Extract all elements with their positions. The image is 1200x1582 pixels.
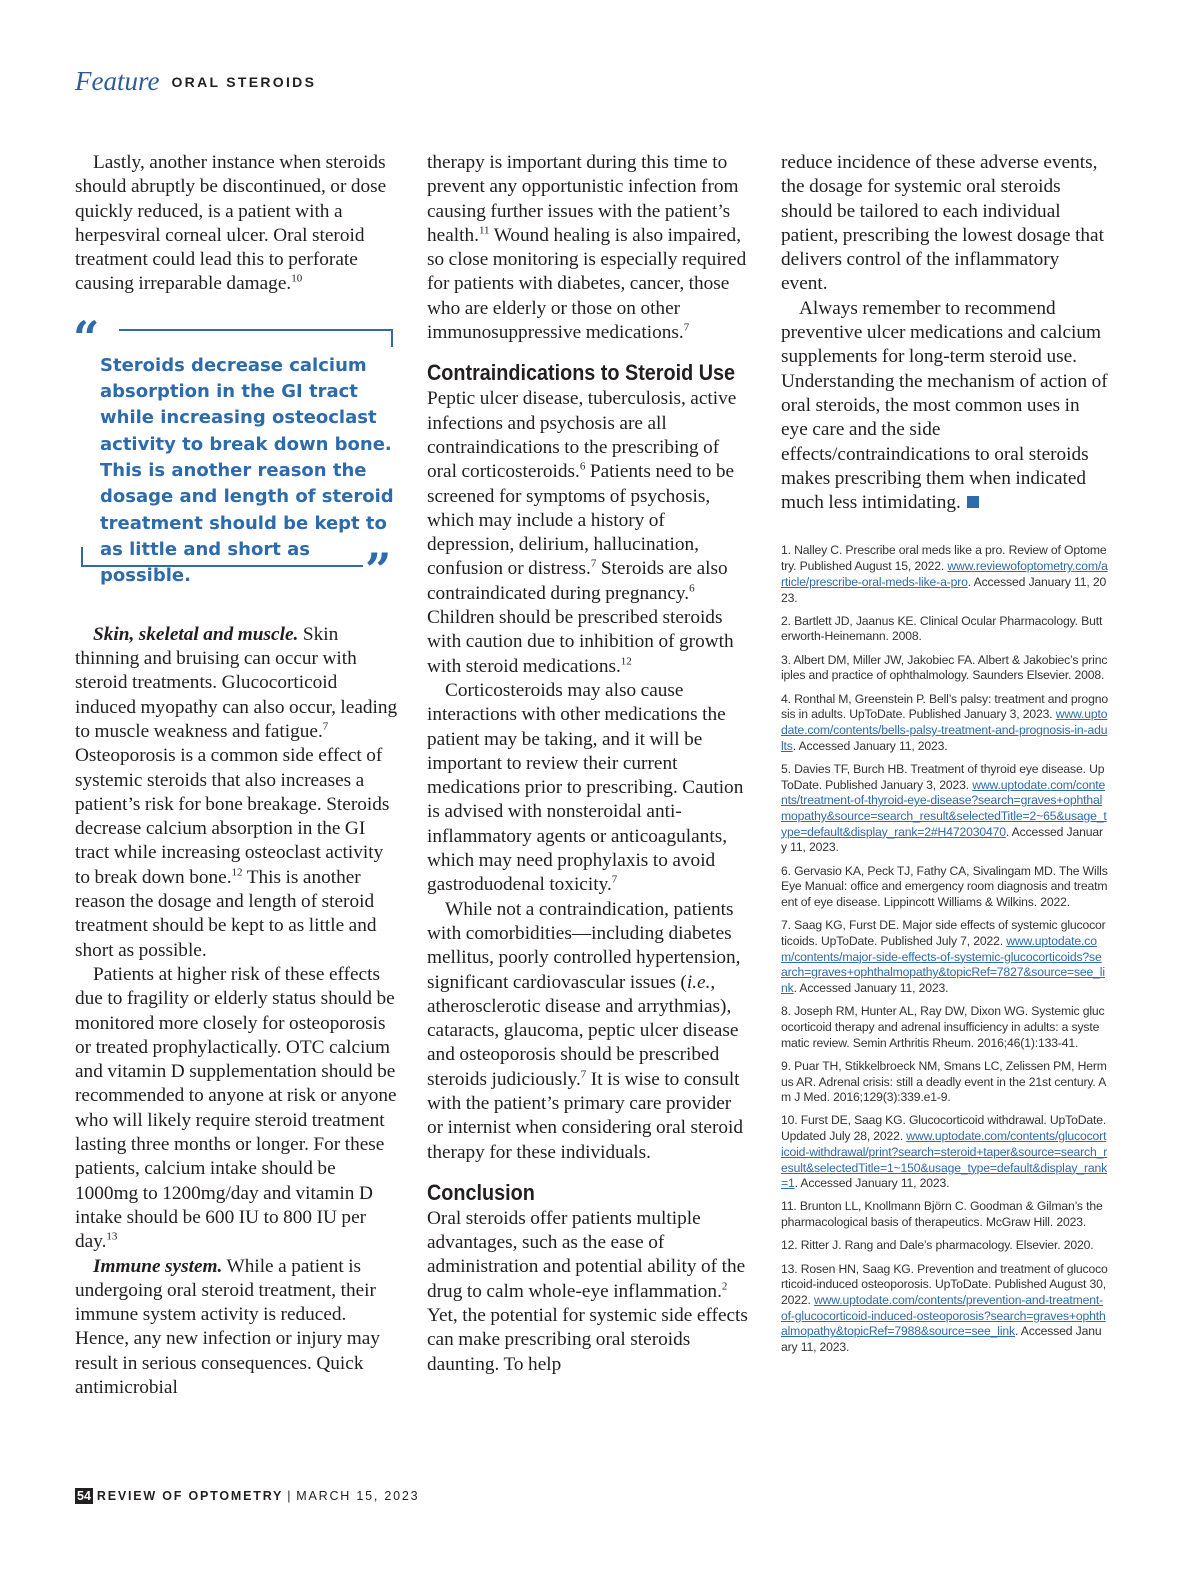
paragraph-higher-risk: Patients at higher risk of these effects due to fragility or elderly status should be monitored more closely for osteoporosis or treated prophylactically. OTC calcium and vitamin D supplementation should be recommended to anyone at risk or anyone who will likely require steroid treatment lasting three months or longer. For these patients, calcium intake should be 1000mg to 1200mg/day and vitamin D intake should be 600 IU to 800 IU per day.$^{13}$ xyxy=(75,963,397,1253)
page-number: 54 xyxy=(77,1489,91,1503)
paragraph-contraindications: Peptic ulcer disease, tuberculosis, active infections and psychosis are all contraindications to the prescribing of oral corticosteroids.$^6$ Patients need to be screened for symptoms of psychosis, which may include a history of depression, delirium, hallucination, confusion or distress.$^7$ Steroids are also contraindicated during pregnancy.$^6$ Children should be prescribed steroids with caution due to inhibition of growth with steroid medications.$^{12}$ xyxy=(427,388,737,677)
open-quote-icon: “ xyxy=(73,310,100,365)
close-quote-icon: ” xyxy=(365,542,392,597)
footer-separator: | xyxy=(287,1489,293,1503)
reference-link[interactable]: www.reviewofoptometry.com/article/prescribe-oral-meds-like-a-pro xyxy=(781,559,1108,589)
paragraph-remember: Always remember to recommend preventive ulcer medications and calcium supplements for long-term steroid use. Understanding the mechanism of action of oral steroids, the most common uses in eye care and the side effects/contraindications to oral steroids makes prescribing them when indicated much less intimidating. xyxy=(781,297,1108,514)
column-1 xyxy=(75,151,400,1400)
heading-conclusion: Conclusion xyxy=(427,1179,535,1205)
paragraph-skin: Skin, skeletal and muscle. Skin thinning and bruising can occur with steroid treatments. Glucocorticoid induced myopathy can also occur, leading to muscle weakness and fatigue.$^7$ Osteoporosis is a common side effect of systemic steroids that also increases a patient’s risk for bone breakage. Steroids decrease calcium absorption in the GI tract while increasing osteoclast activity to break down bone.$^{12}$ This is another reason the dosage and length of steroid treatment should be kept to as little and short as possible. xyxy=(75,623,398,961)
reference-item: 6. Gervasio KA, Peck TJ, Fathy CA, Sivalingam MD. The Wills Eye Manual: office and emergency room diagnosis and treatment of eye disease. Lippincott Williams & Wilkins. 2022. xyxy=(781,863,1108,910)
reference-link[interactable]: www.uptodate.com/contents/bells-palsy-treatment-and-prognosis-in-adults xyxy=(781,707,1108,753)
reference-item: 13. Rosen HN, Saag KG. Prevention and treatment of glucocorticoid-induced osteoporosis. UpToDate. Published August 30, 2022. www.uptodate.com/contents/prevention-and-treatment-of-glucocorticoid-induced-osteoporosis?search=graves+ophthalmopathy&topicRef=7988&source=see_link. Accessed January 11, 2023. xyxy=(781,1261,1108,1355)
reference-item: 11. Brunton LL, Knollmann Björn C. Goodman & Gilman’s the pharmacological basis of therapeutics. McGraw Hill. 2023. xyxy=(781,1199,1103,1230)
feature-label: Feature xyxy=(75,66,160,96)
paragraph-dosage: reduce incidence of these adverse events, the dosage for systemic oral steroids should be tailored to each individual patient, prescribing the lowest dosage that delivers control of the inflammatory event. xyxy=(781,152,1104,295)
pull-quote-top-border xyxy=(119,329,393,347)
reference-link[interactable]: www.uptodate.com/contents/glucocorticoid-withdrawal/print?search=steroid+taper&source=search_result&selectedTitle=1~150&usage_type=default&display_rank=1 xyxy=(781,1129,1108,1191)
pull-quote-text: Steroids decrease calcium absorption in the GI tract while increasing osteoclast activity to break down bone. This is another reason the dosage and length of steroid treatment should be kept to as little and short as possible. xyxy=(100,354,394,587)
paragraph-conclusion: Oral steroids offer patients multiple advantages, such as the ease of administration and potential ability of the drug to calm whole-eye inflammation.$^2$ Yet, the potential for systemic side effects can make prescribing oral steroids daunting. To help xyxy=(427,1207,748,1375)
reference-item: 1. Nalley C. Prescribe oral meds like a pro. Review of Optometry. Published August 15, 2022. www.reviewofoptometry.com/article/prescribe-oral-meds-like-a-pro. Accessed January 11, 2023. xyxy=(781,543,1108,605)
paragraph-immune: Immune system. While a patient is undergoing oral steroid treatment, their immune system activity is reduced. Hence, any new infection or injury may result in serious consequences. Quick antimicrobial xyxy=(75,1255,380,1398)
reference-item: 5. Davies TF, Burch HB. Treatment of thyroid eye disease. UpToDate. Published January 3, 2023. www.uptodate.com/contents/treatment-of-thyroid-eye-disease?search=graves+ophthalmopathy&source=search_result&selectedTitle=2~65&usage_type=default&display_rank=2#H472030470. Accessed January 11, 2023. xyxy=(781,761,1107,855)
paragraph-therapy: therapy is important during this time to prevent any opportunistic infection from causing further issues with the patient’s health.$^{11}$ Wound healing is also impaired, so close monitoring is especially required for patients with diabetes, cancer, those who are elderly or those on other immunosuppressive medications.$^7$ xyxy=(427,152,747,344)
reference-item: 12. Ritter J. Rang and Dale’s pharmacology. Elsevier. 2020. xyxy=(781,1238,1094,1253)
column-2 xyxy=(427,151,750,1377)
reference-link[interactable]: www.uptodate.com/contents/prevention-and-treatment-of-glucocorticoid-induced-osteoporosis?search=graves+ophthalmopathy&topicRef=7988&source=see_link xyxy=(781,1292,1106,1339)
reference-item: 8. Joseph RM, Hunter AL, Ray DW, Dixon WG. Systemic glucocorticoid therapy and adrenal insufficiency in adults: a systematic review. Semin Arthritis Rheum. 2016;46(1):133-41. xyxy=(781,1004,1105,1050)
paragraph-comorbidities: While not a contraindication, patients with comorbidities—including diabetes mellitus, poorly controlled hypertension, significant cardiovascular issues (i.e., atherosclerotic disease and arrythmias), cataracts, glaucoma, peptic ulcer disease and osteoporosis should be prescribed steroids judiciously.$^7$ It is wise to consult with the patient’s primary care provider or internist when considering oral steroid therapy for these individuals. xyxy=(427,898,744,1163)
publication-name: REVIEW OF OPTOMETRY xyxy=(96,1489,284,1503)
references-list xyxy=(781,543,1108,1355)
section-title: ORAL STEROIDS xyxy=(171,74,317,90)
page-footer xyxy=(75,1488,419,1504)
reference-item: 7. Saag KG, Furst DE. Major side effects of systemic glucocorticoids. UpToDate. Published July 7, 2022. www.uptodate.com/contents/major-side-effects-of-systemic-glucocorticoids?search=graves+ophthalmopathy&topicRef=7827&source=see_link. Accessed January 11, 2023. xyxy=(781,918,1106,996)
paragraph-herpes: Lastly, another instance when steroids should abruptly be discontinued, or dose quickly reduced, is a patient with a herpesviral corneal ulcer. Oral steroid treatment could lead this to perforate causing irreparable damage.$^{10}$ xyxy=(75,152,387,295)
reference-item: 2. Bartlett JD, Jaanus KE. Clinical Ocular Pharmacology. Butterworth-Heinemann. 2008. xyxy=(781,613,1103,644)
reference-link[interactable]: www.uptodate.com/contents/treatment-of-thyroid-eye-disease?search=graves+ophthalmopathy&source=search_result&selectedTitle=2~65&usage_type=default&display_rank=2#H472030470 xyxy=(781,777,1107,839)
end-mark-icon xyxy=(967,496,979,508)
reference-item: 4. Ronthal M, Greenstein P. Bell’s palsy: treatment and prognosis in adults. UpToDate. Published January 3, 2023. www.uptodate.com/contents/bells-palsy-treatment-and-prognosis-in-adults. Accessed January 11, 2023. xyxy=(781,691,1108,753)
pull-quote xyxy=(73,310,400,597)
reference-item: 3. Albert DM, Miller JW, Jakobiec FA. Albert & Jakobiec’s principles and practice of ophthalmology. Saunders Elsevier. 2008. xyxy=(781,652,1108,683)
paragraph-interactions: Corticosteroids may also cause interactions with other medications the patient may be taking, and it will be important to review their current medications prior to prescribing. Caution is advised with nonsteroidal anti-inflammatory agents or anticoagulants, which may need prophylaxis to avoid gastroduodenal toxicity.$^7$ xyxy=(427,679,744,896)
reference-link[interactable]: www.uptodate.com/contents/major-side-effects-of-systemic-glucocorticoids?search=graves+ophthalmopathy&topicRef=7827&source=see_link xyxy=(781,933,1105,996)
reference-item: 9. Puar TH, Stikkelbroeck NM, Smans LC, Zelissen PM, Hermus AR. Adrenal crisis: still a deadly event in the 21st century. Am J Med. 2016;129(3):339.e1-9. xyxy=(781,1058,1107,1105)
page-header xyxy=(75,66,316,97)
heading-contraindications: Contraindications to Steroid Use xyxy=(427,360,736,386)
reference-item: 10. Furst DE, Saag KG. Glucocorticoid withdrawal. UpToDate. Updated July 28, 2022. www.uptodate.com/contents/glucocorticoid-withdrawal/print?search=steroid+taper&source=search_result&selectedTitle=1~150&usage_type=default&display_rank=1. Accessed January 11, 2023. xyxy=(781,1113,1108,1191)
issue-date: MARCH 15, 2023 xyxy=(296,1489,420,1503)
column-3 xyxy=(781,151,1108,1363)
